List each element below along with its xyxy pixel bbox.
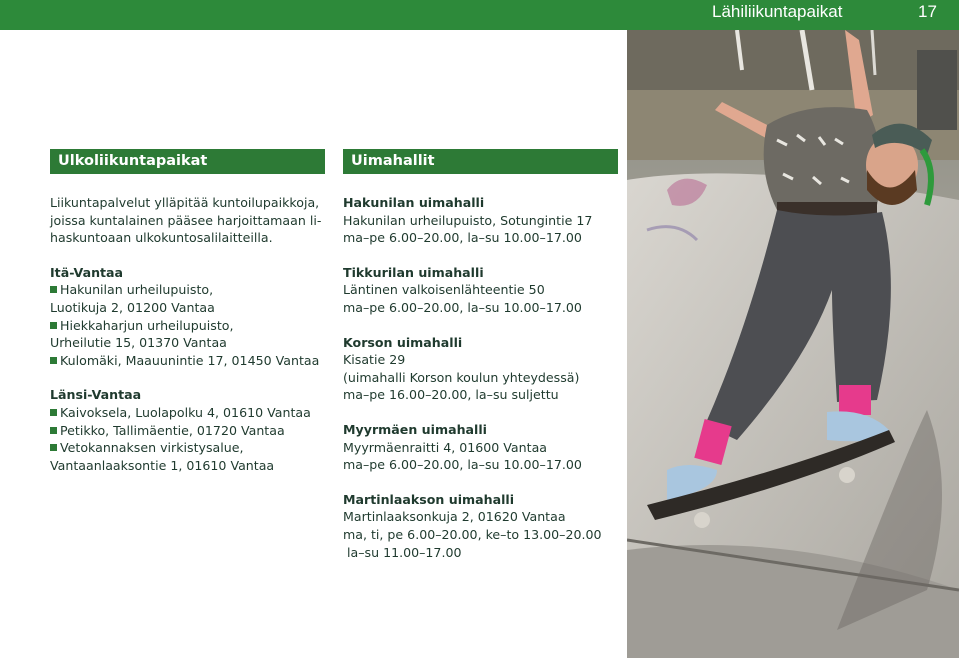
- pool-name: Tikkurilan uimahalli: [343, 264, 484, 280]
- pools-column: [343, 194, 602, 578]
- list-item: Petikko, Tallimäentie, 01720 Vantaa: [50, 422, 321, 440]
- pool-name: Myyrmäen uimahalli: [343, 421, 487, 437]
- pool-name: Martinlaakson uimahalli: [343, 491, 515, 507]
- skateboarder-illustration: [627, 30, 959, 658]
- east-vantaa-title: Itä-Vantaa: [50, 264, 124, 280]
- pool-name: Hakunilan uimahalli: [343, 195, 485, 210]
- outdoor-intro: Liikuntapalvelut ylläpitää kuntoilupaikkoja, joissa kuntalainen pääsee harjoittamaan li- haskuntoaan ulkokuntosalilaitteilla.: [50, 195, 322, 246]
- pools-heading: Uimahallit: [343, 149, 618, 174]
- pool-entry: Hakunilan uimahalli Hakunilan urheilupuisto, Sotungintie 17 ma–pe 6.00–20.00, la–su 10.00–17.00: [343, 194, 602, 247]
- pool-entry: Myyrmäen uimahalli Myyrmäenraitti 4, 01600 Vantaa ma–pe 6.00–20.00, la–su 10.00–17.00: [343, 421, 602, 474]
- pool-entry: Korson uimahalli Kisatie 29 (uimahalli Korson koulun yhteydessä) ma–pe 16.00–20.00, la–su suljettu: [343, 334, 602, 404]
- list-item-address: Urheilutie 15, 01370 Vantaa: [50, 335, 227, 351]
- list-item: Hiekkaharjun urheilupuisto,: [50, 317, 321, 335]
- list-item-address: Luotikuja 2, 01200 Vantaa: [50, 299, 215, 315]
- list-item-address: Vantaanlaaksontie 1, 01610 Vantaa: [50, 457, 275, 473]
- list-item: Kaivoksela, Luolapolku 4, 01610 Vantaa: [50, 404, 321, 422]
- west-vantaa-list: [50, 386, 321, 474]
- list-item: Kulomäki, Maauunintie 17, 01450 Vantaa: [50, 352, 321, 370]
- outdoor-column: [50, 194, 321, 491]
- list-item: Hakunilan urheilupuisto,: [50, 281, 321, 299]
- pool-name: Korson uimahalli: [343, 334, 463, 350]
- east-vantaa-list: [50, 264, 321, 370]
- pool-entry: Tikkurilan uimahalli Läntinen valkoisenlähteentie 50 ma–pe 6.00–20.00, la–su 10.00–17.00: [343, 264, 602, 317]
- west-vantaa-title: Länsi-Vantaa: [50, 387, 142, 403]
- skateboarder-photo: [627, 30, 959, 658]
- list-item: Vetokannaksen virkistysalue,: [50, 439, 321, 457]
- header-title: Lähiliikuntapaikat: [712, 2, 843, 21]
- pool-entry: Martinlaakson uimahalli Martinlaaksonkuja 2, 01620 Vantaa ma, ti, pe 6.00–20.00, ke–to 13.00–20.00 la–su 11.00–17.00: [343, 491, 602, 560]
- outdoor-heading: Ulkoliikuntapaikat: [50, 149, 325, 174]
- page-number: 17: [918, 2, 937, 21]
